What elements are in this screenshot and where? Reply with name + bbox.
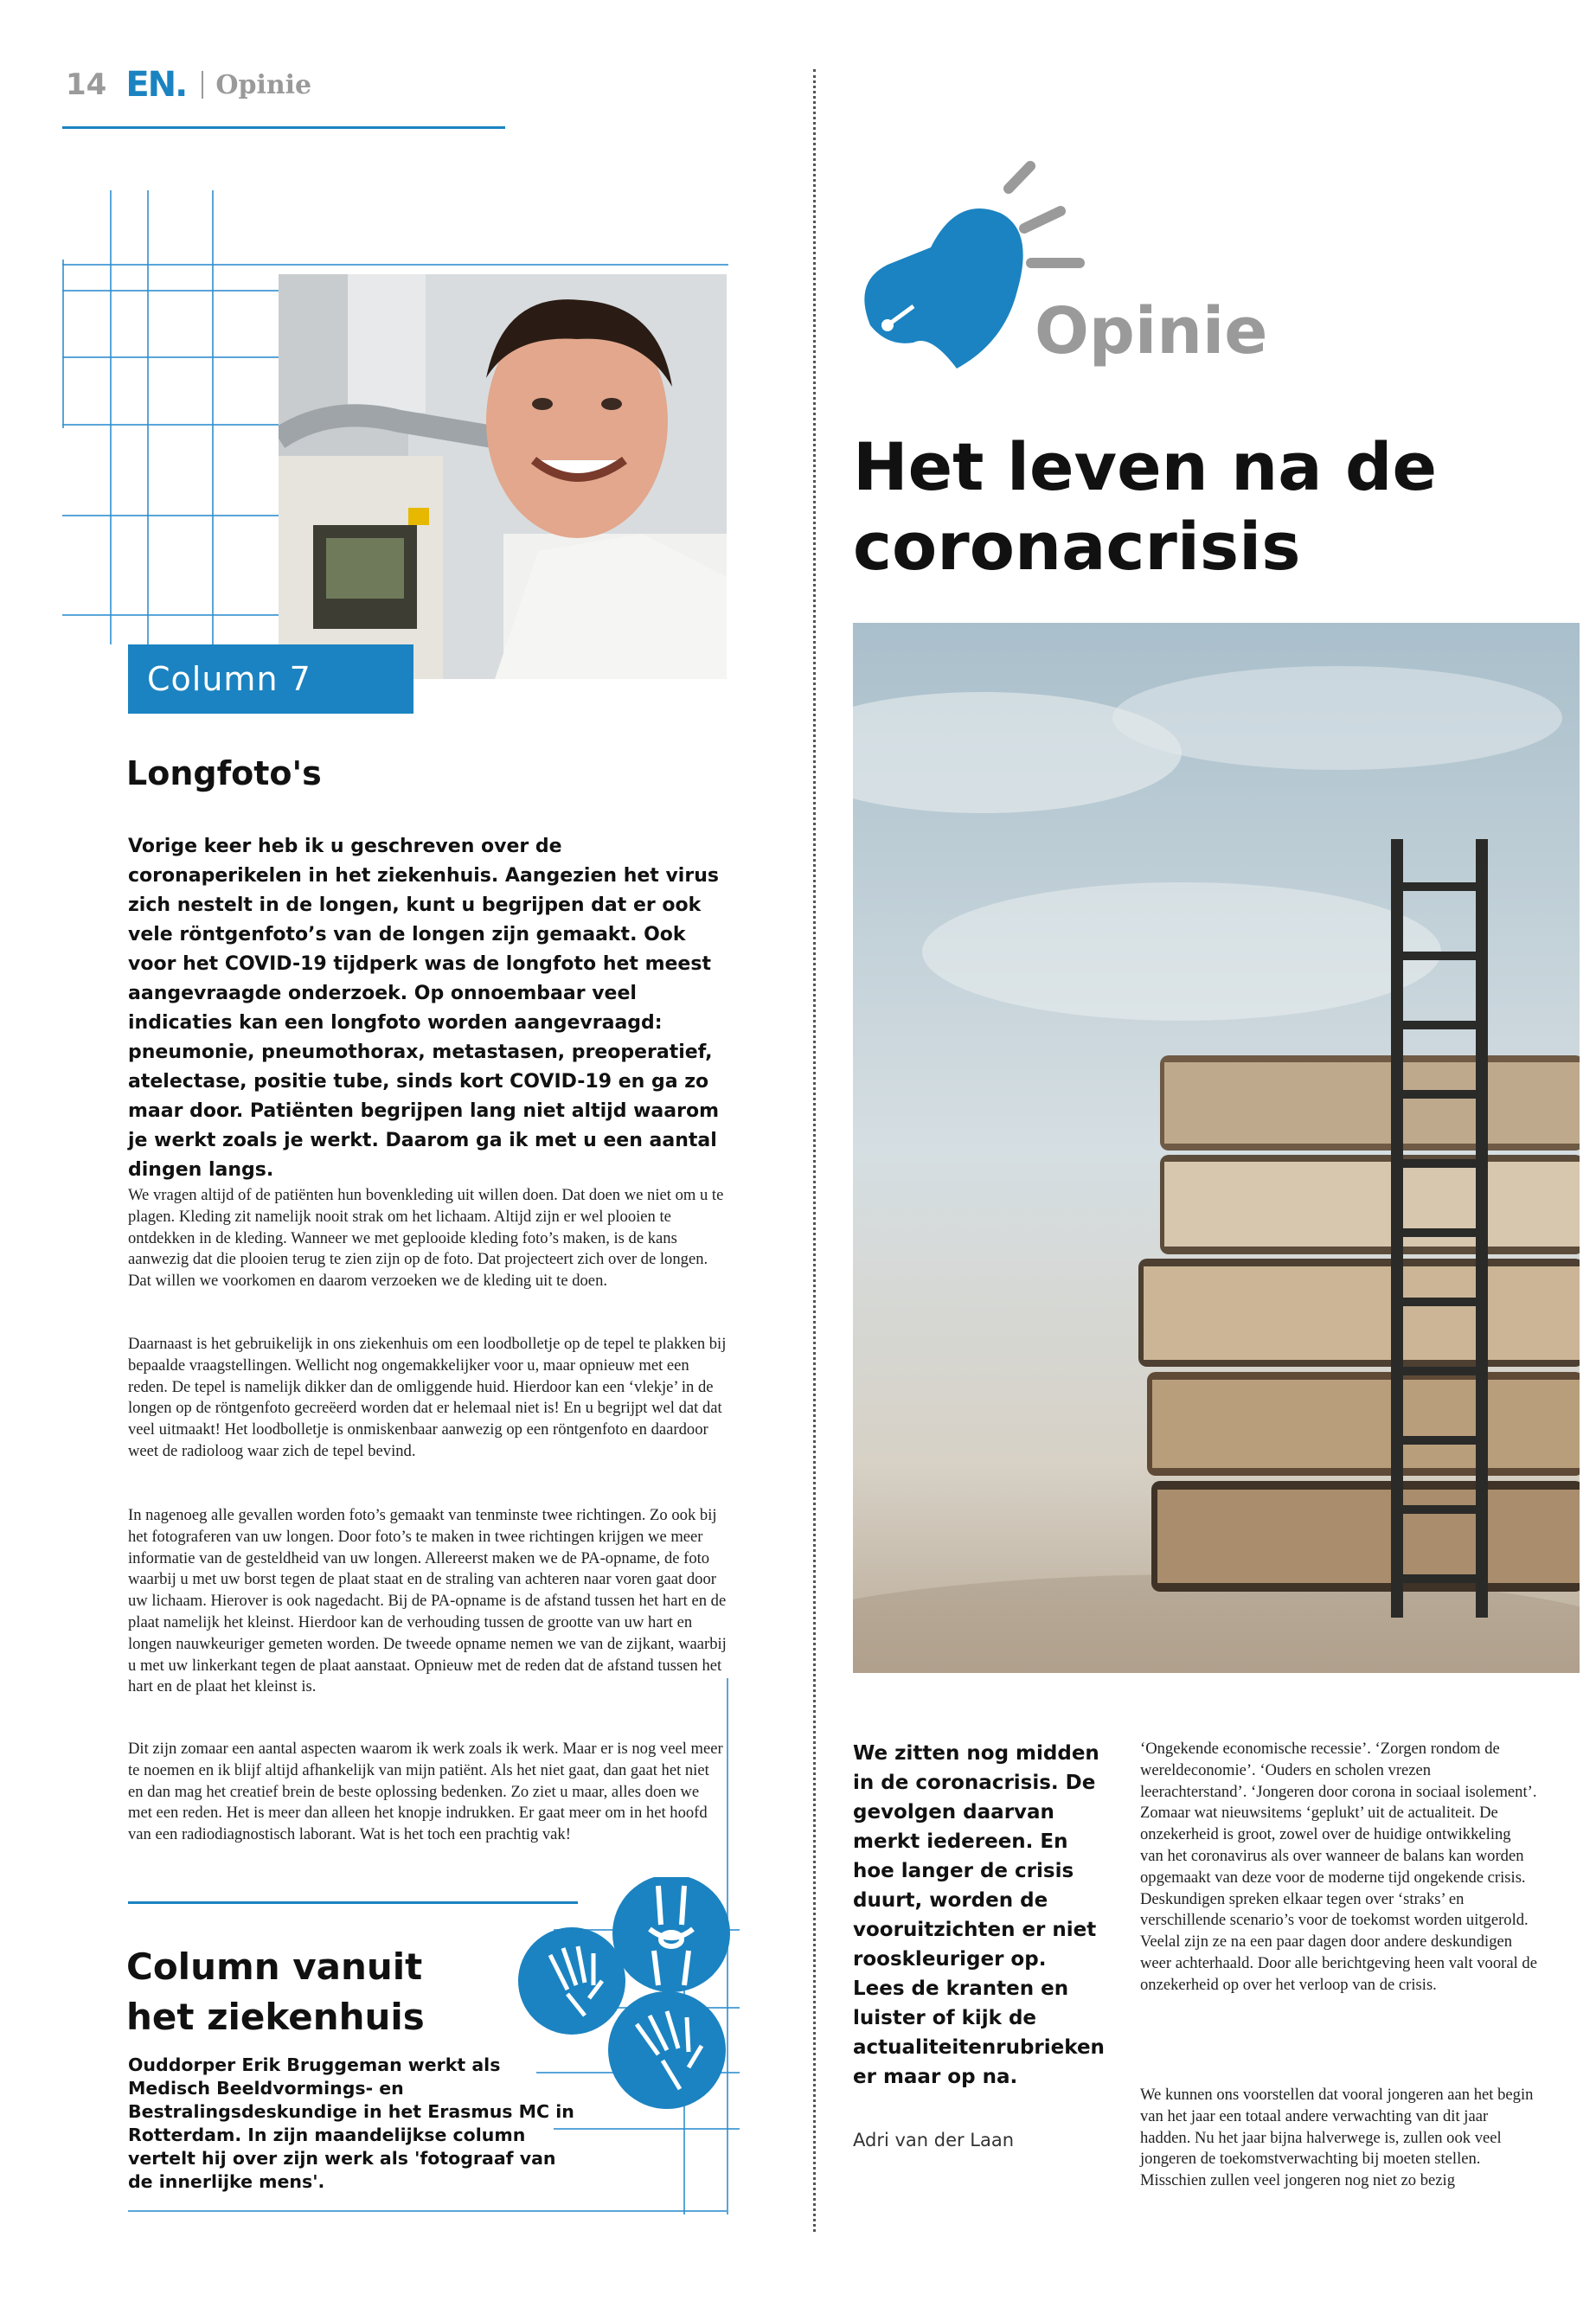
- column-box-heading-line: het ziekenhuis: [126, 1996, 425, 2038]
- brand-logo: EN.: [125, 65, 187, 105]
- author-photo: [279, 274, 727, 679]
- column-box-heading: [126, 1942, 524, 2042]
- opinion-headline: [853, 427, 1562, 586]
- section-name: Opinie: [215, 69, 312, 100]
- header-rule: [62, 126, 505, 129]
- column-box-description: Ouddorper Erik Bruggeman werkt als Medisch Beeldvormings- en Bestralingsdeskundige in het Erasmus MC in Rotterdam. In zijn maandelijkse column vertelt hij over zijn werk als 'fotograaf van de innerlijke mens'.: [128, 2054, 574, 2192]
- page-header: [66, 65, 312, 105]
- column-box-rule: [128, 1901, 578, 1904]
- column-paragraph: Daarnaast is het gebruikelijk in ons ziekenhuis om een loodbolletje op de tepel te plakken bij bepaalde vraagstellingen. Wellicht nog ongemakkelijker voor u, maar opnieuw met een reden. De tepel is namelijk dikker dan de omliggende huid. Hierdoor kan een ‘vlekje’ in de longen op de röntgenfoto gecreëerd worden dat er helemaal niet is! En u begrijpt wel dat dat veel uitmaakt! Het loodbolletje is onmiskenbaar aanwezig op een röntgenfoto en daardoor weet de radioloog waar zich de tepel bevind.: [128, 1335, 727, 1460]
- opinion-headline-line: coronacrisis: [853, 508, 1301, 585]
- column-badge: Column 7: [128, 644, 413, 714]
- opinion-author: Adri van der Laan: [853, 2130, 1015, 2150]
- header-separator: [202, 71, 203, 99]
- column-divider: [813, 69, 816, 2232]
- column-box-heading-line: Column vanuit: [126, 1945, 423, 1988]
- sound-line-icon: [1024, 211, 1061, 228]
- xray-icons: [516, 1877, 740, 2119]
- column-title: Longfoto's: [126, 754, 322, 792]
- column-lead: Vorige keer heb ik u geschreven over de coronaperikelen in het ziekenhuis. Aangezien het virus zich nestelt in de longen, kunt u begrijpen dat er ook vele röntgenfoto’s van de longen zijn gemaakt. Ook voor het COVID-19 tijdperk was de longfoto het meest aangevraagde onderzoek. Op onnoembaar veel indicaties kan een longfoto worden aangevraagd: pneumonie, pneumothorax, metastasen, preoperatief, atelectase, positie tube, sinds kort COVID-19 en ga zo maar door. Patiënten begrijpen lang niet altijd waarom je werkt zoals je werkt. Daarom ga ik met u een aantal dingen langs.: [128, 836, 719, 1181]
- page-number: 14: [66, 67, 107, 102]
- opinie-logo-text: Opinie: [1035, 294, 1268, 369]
- sound-line-icon: [1009, 166, 1030, 189]
- column-paragraph: Dit zijn zomaar een aantal aspecten waarom ik werk zoals ik werk. Maar er is nog veel meer te noemen en ik blijf altijd afhankelijk van mijn patiënt. Als het niet gaat, dan gaat het niet en dan mag het creatief brein de beste oplossing bedenken. Zo ziet u maar, alles doen we met een reden. Het is meer dan alleen het knopje indrukken. Er gaat meer om in het hoofd van een radiodiagnostisch laborant. Wat is het toch een prachtig vak!: [128, 1740, 723, 1844]
- opinion-headline-line: Het leven na de: [853, 428, 1437, 505]
- opinion-lead: We zitten nog midden in de coronacrisis. De gevolgen daarvan merkt iedereen. En hoe langer de crisis duurt, worden de vooruitzichten er niet rooskleuriger op. Lees de kranten en luister of kijk de actualiteitenrubrieken er maar op na.: [853, 1742, 1105, 2088]
- hand-xray-icon: [518, 1927, 625, 2035]
- ladder-books-image: [853, 623, 1580, 1673]
- opinion-paragraph: ‘Ongekende economische recessie’. ‘Zorgen rondom de wereldeconomie’. ‘Ouders en scholen vrezen leerachterstand’. ‘Jongeren door corona in sociaal isolement’. Zomaar wat nieuwsitems ‘geplukt’ uit de actualiteit. De onzekerheid is groot, zowel over de huidige ontwikkeling van het coronavirus als over wanneer de balans kan worden opgemaakt van deze voor de moderne tijd ongekende crisis. Deskundigen spreken elkaar tegen over ‘straks’ en verschillende scenario’s voor de toekomst worden uitgerold. Veelal zijn ze na een paar dagen door andere deskundigen weer achterhaald. Door alle berichtgeving heen valt vooral de onzekerheid op over het verloop van de crisis.: [1140, 1740, 1537, 1994]
- column-paragraph: In nagenoeg alle gevallen worden foto’s gemaakt van tenminste twee richtingen. Zo ook bij het fotograferen van uw longen. Door foto’s te maken in twee richtingen krijgen we meer informatie van de gesteldheid van uw longen. Allereerst maken we de PA-opname, de foto waarbij u met uw borst tegen de plaat staat en de straling van achteren naar voren gaat door uw lichaam. Hierover is ook nagedacht. Bij de PA-opname is de afstand tussen het hart en de plaat namelijk het kleinst. Hierdoor kan de verhouding tussen de grootte van uw hart en longen nauwkeuriger gemeten worden. De tweede opname nemen we van de zijkant, waarbij u met uw linkerkant tegen de plaat aanstaat. Opnieuw met de reden dat de afstand tussen het hart en de plaat het kleinst is.: [128, 1506, 727, 1696]
- column-paragraph: We vragen altijd of de patiënten hun bovenkleding uit willen doen. Dat doen we niet om u te plagen. Kleding zit namelijk nooit strak om het lichaam. Altijd zijn er wel plooien te ontdekken in de kleding. Wanneer we met geplooide kleding foto’s maken, is de kans aanwezig dat die plooien terug te zien zijn op de foto. Dat projecteert zich over de longen. Dat willen we voorkomen en daarom verzoeken we de kleding uit te doen.: [128, 1186, 724, 1291]
- megaphone-icon: [864, 208, 1022, 369]
- opinion-paragraph: We kunnen ons voorstellen dat vooral jongeren aan het begin van het jaar een totaal andere verwachting van dit jaar hadden. Nu het jaar bijna halverwege is, zullen ook veel jongeren de toekomstverwachting bij moeten stellen. Misschien zullen veel jongeren nog niet zo bezig: [1140, 2086, 1534, 2190]
